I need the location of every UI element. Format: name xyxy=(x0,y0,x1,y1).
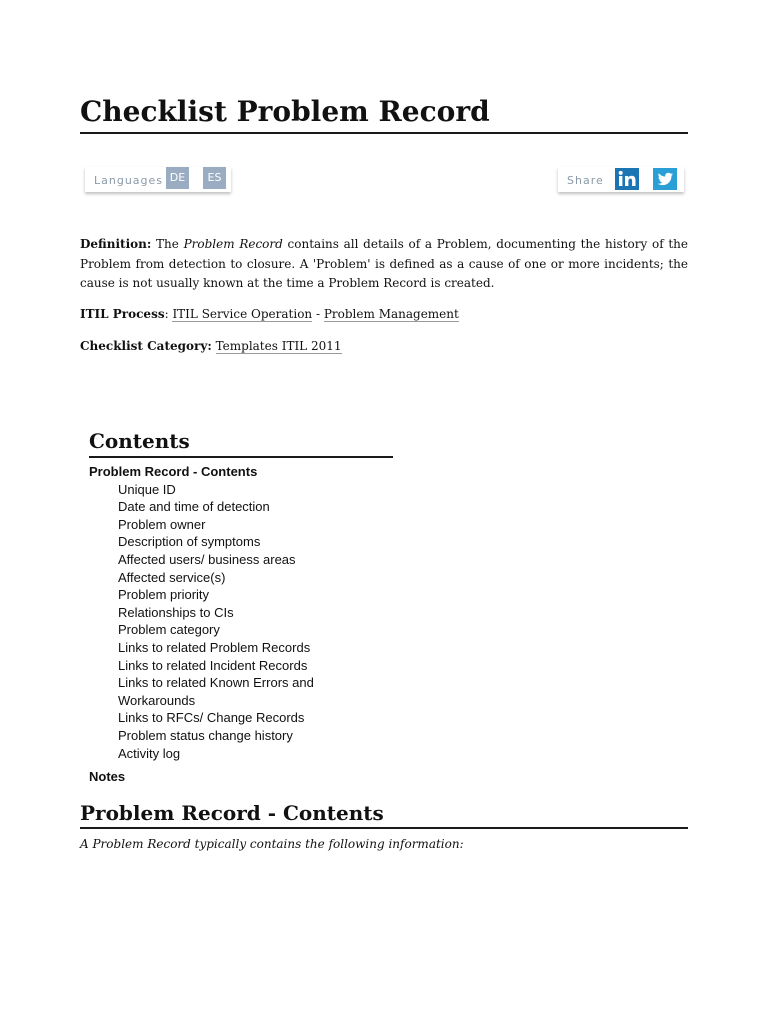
itil-service-operation-link[interactable]: ITIL Service Operation xyxy=(172,307,313,321)
section-intro: A Problem Record typically contains the following information: xyxy=(80,837,464,851)
itil-process-label: ITIL Process xyxy=(80,307,165,321)
definition-label: Definition: xyxy=(80,237,152,251)
toc-item[interactable]: Links to related Known Errors and Workarounds xyxy=(118,675,314,708)
process-separator: : xyxy=(164,307,173,321)
toc-item[interactable]: Links to RFCs/ Change Records xyxy=(118,710,305,726)
toc-item[interactable]: Activity log xyxy=(118,745,181,761)
toc-item[interactable]: Relationships to CIs xyxy=(118,604,234,620)
definition-text: contains all details of a Problem, documenting the history of the Problem from detection to closure. A 'Problem' is defined as a cause of one or more incidents; the cause is not usually known at the time a Problem Record is created. xyxy=(80,237,688,290)
definition-pre: The xyxy=(151,237,184,251)
toc-item[interactable]: Unique ID xyxy=(118,481,176,497)
language-button-es[interactable]: ES xyxy=(203,167,226,189)
toc-heading: Contents xyxy=(89,427,393,458)
toc-item[interactable]: Problem priority xyxy=(118,587,210,603)
checklist-category-label: Checklist Category: xyxy=(80,339,212,353)
toc-item[interactable]: Links to related Incident Records xyxy=(118,657,308,673)
table-of-contents xyxy=(89,427,393,786)
page-title: Checklist Problem Record xyxy=(80,93,688,134)
checklist-category-line xyxy=(80,337,688,357)
twitter-icon[interactable] xyxy=(653,168,677,190)
toc-item[interactable]: Links to related Problem Records xyxy=(118,639,311,655)
toc-item[interactable]: Affected service(s) xyxy=(118,569,226,585)
language-switcher xyxy=(85,167,231,192)
toc-item[interactable]: Problem owner xyxy=(118,516,206,532)
toc-link-notes[interactable]: Notes xyxy=(89,769,126,785)
templates-itil-2011-link[interactable]: Templates ITIL 2011 xyxy=(215,339,342,353)
toc-item[interactable]: Date and time of detection xyxy=(118,499,270,515)
languages-label: Languages xyxy=(94,174,164,187)
definition-paragraph xyxy=(80,235,688,294)
itil-process-line xyxy=(80,305,688,325)
toc-item[interactable]: Affected users/ business areas xyxy=(118,551,296,567)
process-dash: - xyxy=(312,307,324,321)
toc-item[interactable]: Problem status change history xyxy=(118,727,293,743)
language-button-de[interactable]: DE xyxy=(166,167,189,189)
definition-term: Problem Record xyxy=(183,237,283,251)
share-label: Share xyxy=(567,174,604,187)
share-bar xyxy=(558,167,684,192)
problem-management-link[interactable]: Problem Management xyxy=(323,307,459,321)
toc-item[interactable]: Description of symptoms xyxy=(118,534,261,550)
toc-item[interactable]: Problem category xyxy=(118,622,220,638)
section-heading: Problem Record - Contents xyxy=(80,799,688,829)
linkedin-icon[interactable] xyxy=(615,168,639,190)
toc-link-problem-record-contents[interactable]: Problem Record - Contents xyxy=(89,464,258,479)
toc-sublist xyxy=(89,481,393,763)
